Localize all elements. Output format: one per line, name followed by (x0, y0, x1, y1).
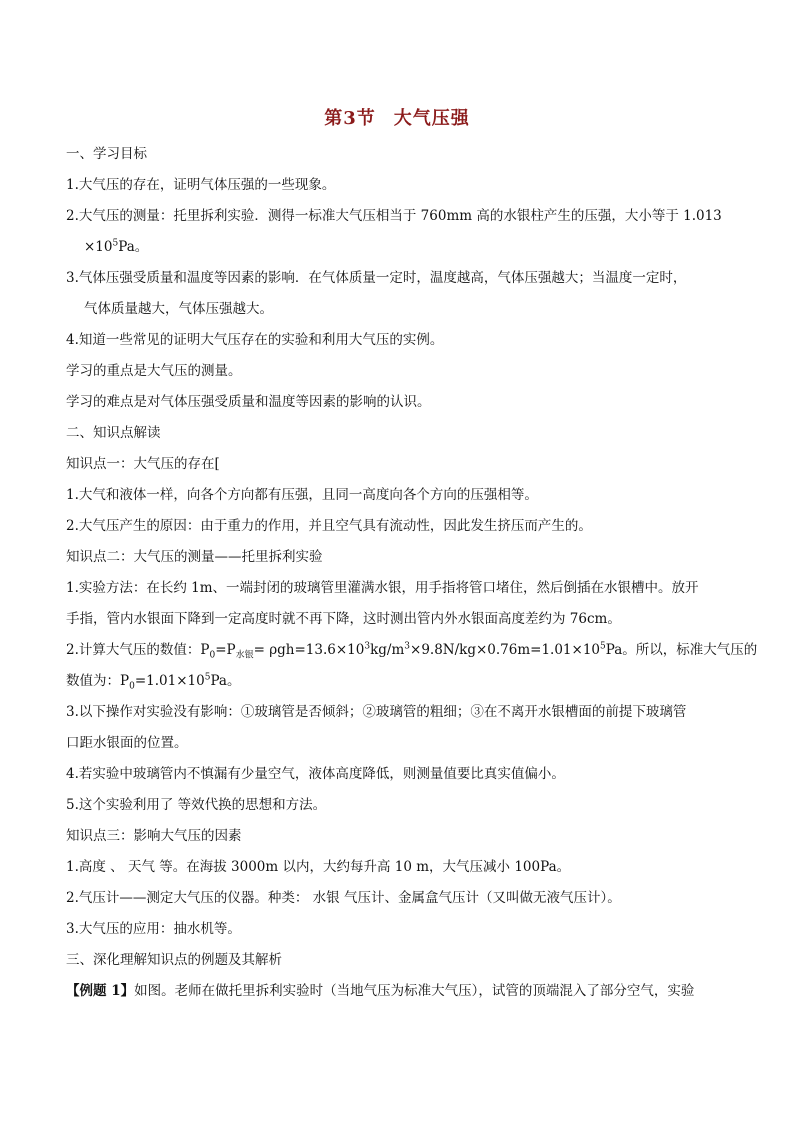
example-label: 【例题 1】 (66, 983, 135, 999)
heading-learning-goals: 一、学习目标 (66, 146, 147, 162)
section-number: 第3节 (324, 108, 376, 129)
paragraph: 1.实验方法：在长约 1m、一端封闭的玻璃管里灌满水银，用手指将管口堵住，然后倒插在水银槽中。放开 (66, 580, 699, 596)
paragraph: 3.气体压强受质量和温度等因素的影响．在气体质量一定时，温度越高，气体压强越大；当温度一定时， (66, 270, 687, 286)
paragraph: 学习的难点是对气体压强受质量和温度等因素的影响的认识。 (66, 394, 431, 410)
formula-paragraph: 2.计算大气压的数值：$P_0=P_{水银}= \rho gh=13.6\times 10^3kg/m^3\times 9.8N/kg\times 0.76m=1.01\times 10^5Pa$。所以，标准大气压的 (66, 641, 758, 661)
paragraph: 5.这个实验利用了 等效代换的思想和方法。 (66, 797, 327, 813)
paragraph: 2.大气压产生的原因：由于重力的作用，并且空气具有流动性，因此发生挤压而产生的。 (66, 518, 592, 534)
page-title (0, 104, 794, 130)
paragraph: 4.知道一些常见的证明大气压存在的实验和利用大气压的实例。 (66, 332, 444, 348)
section-title: 大气压强 (393, 108, 470, 129)
heading-knowledge-points: 二、知识点解读 (66, 425, 161, 441)
paragraph-continuation: 口距水银面的位置。 (66, 735, 188, 751)
paragraph: 4.若实验中玻璃管内不慎漏有少量空气，液体高度降低，则测量值要比真实值偏小。 (66, 766, 565, 782)
subheading-point-3: 知识点三：影响大气压的因素 (66, 828, 242, 844)
paragraph-continuation: 气体质量越大，气体压强越大。 (84, 301, 273, 317)
formula-continuation: 数值为：$P_0=1.01\times 10^5Pa$。 (66, 672, 241, 692)
example-1-intro: 【例题 1】如图。老师在做托里拆利实验时（当地气压为标准大气压），试管的顶端混入了部分空气，实验 (66, 983, 695, 999)
paragraph: 3.大气压的应用：抽水机等。 (66, 921, 241, 937)
paragraph-continuation: 手指，管内水银面下降到一定高度时就不再下降，这时测出管内外水银面高度差约为 76cm。 (66, 611, 621, 627)
paragraph: 1.高度 、 天气 等。在海拔 3000m 以内，大约每升高 10 m，大气压减小 100Pa。 (66, 859, 571, 875)
paragraph: 1.大气和液体一样，向各个方向都有压强，且同一高度向各个方向的压强相等。 (66, 487, 538, 503)
paragraph: 学习的重点是大气压的测量。 (66, 363, 242, 379)
paragraph: 2.气压计——测定大气压的仪器。种类： 水银 气压计、金属盒气压计（又叫做无液气压计）。 (66, 890, 621, 906)
paragraph-continuation: $\times 10^5Pa$。 (84, 238, 149, 255)
paragraph: 2.大气压的测量：托里拆利实验．测得一标准大气压相当于 760mm 高的水银柱产生的压强，大小等于 1.013 (66, 208, 722, 224)
subheading-point-1: 知识点一：大气压的存在[ (66, 456, 220, 472)
paragraph: 1.大气压的存在，证明气体压强的一些现象。 (66, 177, 336, 193)
heading-examples: 三、深化理解知识点的例题及其解析 (66, 952, 282, 968)
paragraph: 3.以下操作对实验没有影响：①玻璃管是否倾斜；②玻璃管的粗细；③在不离开水银槽面的前提下玻璃管 (66, 704, 687, 720)
subheading-point-2: 知识点二：大气压的测量——托里拆利实验 (66, 549, 323, 565)
